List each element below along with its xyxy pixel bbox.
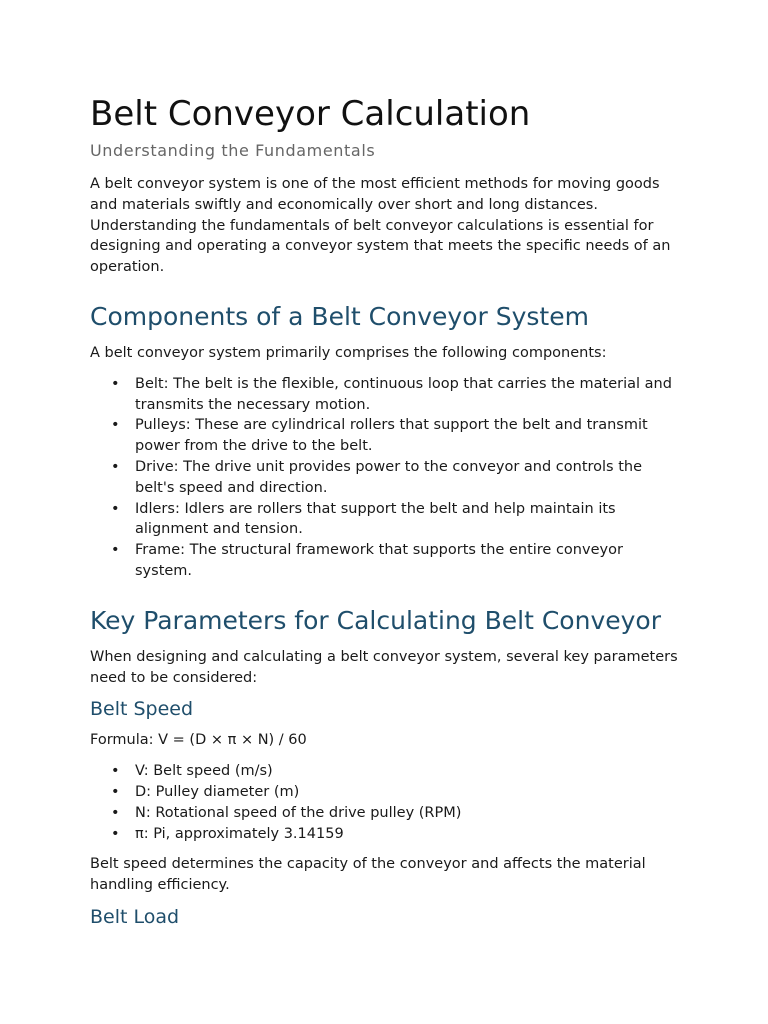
belt-speed-formula: Formula: V = (D × π × N) / 60 [90, 732, 307, 749]
list-item-text: N: Rotational speed of the drive pulley (RPM) [135, 804, 462, 821]
bullet-icon: • [111, 763, 120, 780]
page-subtitle: Understanding the Fundamentals [90, 141, 376, 160]
intro-paragraph: A belt conveyor system is one of the most efficient methods for moving goods and materials swiftly and economically over short and long distances. Understanding the fundamentals of belt conveyor calculations is essential for designing and operating a conveyor system that meets the specific needs of an operation. [90, 176, 671, 276]
list-item-text: Drive: The drive unit provides power to the conveyor and controls the belt's speed and direction. [135, 458, 643, 496]
belt-speed-note: Belt speed determines the capacity of the conveyor and affects the material handling efficiency. [90, 856, 646, 894]
list-item [90, 803, 678, 824]
bullet-icon: • [111, 458, 120, 475]
components-lead: A belt conveyor system primarily comprises the following components: [90, 344, 607, 361]
list-item [90, 761, 678, 782]
bullet-icon: • [111, 375, 120, 392]
bullet-icon: • [111, 783, 120, 800]
parameters-heading: Key Parameters for Calculating Belt Conveyor [90, 605, 661, 635]
bullet-icon: • [111, 825, 120, 842]
list-item [90, 540, 678, 582]
bullet-icon: • [111, 804, 120, 821]
list-item [90, 415, 678, 457]
belt-load-heading: Belt Load [90, 905, 180, 928]
components-list [90, 374, 678, 582]
bullet-icon: • [111, 500, 120, 517]
list-item [90, 782, 678, 803]
list-item [90, 457, 678, 499]
list-item [90, 824, 678, 845]
components-heading: Components of a Belt Conveyor System [90, 301, 589, 331]
list-item-text: Frame: The structural framework that supports the entire conveyor system. [135, 542, 623, 579]
list-item-text: D: Pulley diameter (m) [135, 783, 300, 800]
parameters-lead: When designing and calculating a belt conveyor system, several key parameters need to be considered: [90, 648, 678, 686]
belt-speed-heading: Belt Speed [90, 698, 194, 721]
list-item-text: V: Belt speed (m/s) [135, 763, 273, 780]
list-item [90, 499, 678, 541]
list-item [90, 374, 678, 416]
page-title: Belt Conveyor Calculation [90, 94, 531, 134]
list-item-text: Pulleys: These are cylindrical rollers that support the belt and transmit power from the drive to the belt. [135, 417, 648, 455]
list-item-text: Idlers: Idlers are rollers that support the belt and help maintain its alignment and tension. [135, 500, 616, 538]
list-item-text: Belt: The belt is the flexible, continuous loop that carries the material and transmits the necessary motion. [135, 375, 672, 413]
belt-speed-variables-list [90, 761, 678, 844]
bullet-icon: • [111, 417, 120, 434]
list-item-text: π: Pi, approximately 3.14159 [135, 825, 344, 842]
bullet-icon: • [111, 542, 120, 559]
